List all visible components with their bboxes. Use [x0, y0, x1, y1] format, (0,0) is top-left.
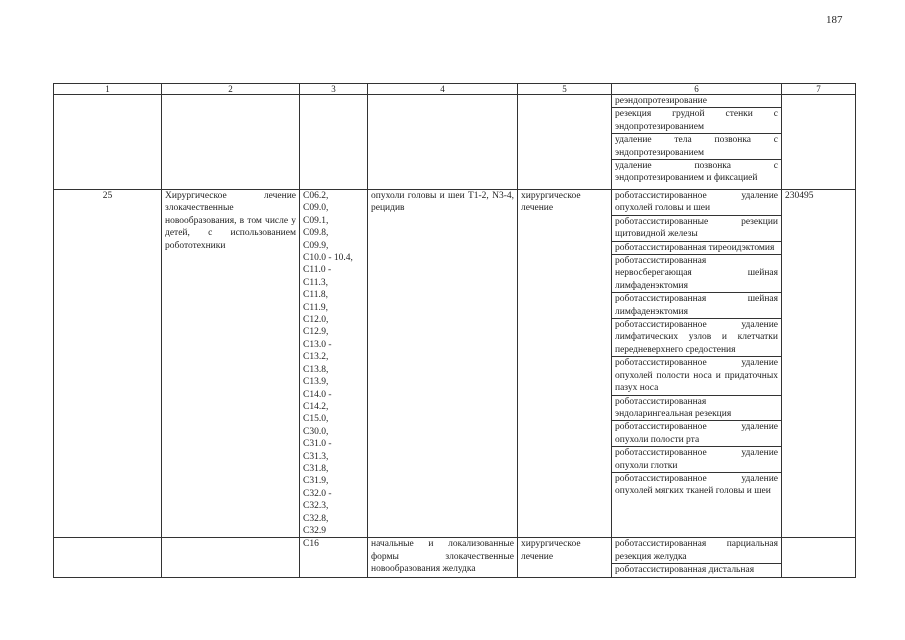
icd-codes	[300, 190, 368, 538]
icd-code: С11.9,	[303, 302, 328, 313]
icd-code: С15.0,	[303, 414, 329, 425]
icd-code: С32.8,	[303, 513, 329, 524]
method-item: роботассистированная шейная лимфаденэктомия	[612, 293, 781, 319]
method-item: роботассистированная дистальная	[615, 565, 755, 576]
icd-code: С14.2,	[303, 401, 329, 412]
icd-code: С11.0 -	[303, 265, 332, 276]
icd-code: С12.0,	[303, 315, 329, 326]
icd-code: С32.0 -	[303, 488, 332, 499]
method-item: роботассистированное удаление опухолей полости носа и придаточных пазух носа	[612, 357, 781, 395]
method-item: реэндопротезирование	[612, 95, 781, 108]
method-item: роботассистированная эндоларингеальная резекция	[612, 396, 781, 422]
icd-code: С13.0 -	[303, 339, 332, 350]
method-item: роботассистированная парциальная резекция желудка	[612, 538, 781, 564]
method-item: роботассистированное удаление лимфатических узлов и клетчатки передневерхнего средостения	[612, 319, 781, 357]
method-item: резекция грудной стенки с эндопротезированием	[612, 108, 781, 134]
column-number-header-row	[54, 84, 856, 95]
methods-cell	[612, 190, 782, 538]
column-header: 5	[518, 84, 612, 95]
column-header: 4	[368, 84, 518, 95]
profile-name: Хирургическое лечение злокачественные новообразования, в том числе у детей, с использованием робототехники	[162, 190, 300, 538]
icd-code: С13.8,	[303, 364, 329, 375]
method-item: роботассистированная тиреоидэктомия	[612, 242, 781, 255]
icd-code: С16	[300, 538, 368, 577]
icd-code: С09.8,	[303, 228, 329, 239]
methods-cell	[612, 538, 782, 577]
icd-code: С06.2,	[303, 191, 329, 201]
treatment-type: хирургическое лечение	[518, 538, 612, 577]
table-row	[54, 190, 856, 538]
method-item: роботассистированное удаление опухолей мягких тканей головы и шеи	[615, 473, 778, 497]
page-number: 187	[826, 14, 843, 26]
patient-model: опухоли головы и шеи Т1-2, N3-4, рецидив	[368, 190, 518, 538]
icd-code: С10.0 - 10.4,	[303, 253, 353, 264]
table-row	[54, 538, 856, 577]
row-number: 25	[54, 190, 162, 538]
icd-code: С13.9,	[303, 377, 329, 388]
method-item: роботассистированное удаление опухоли глотки	[612, 447, 781, 473]
icd-code: С11.3,	[303, 277, 328, 288]
icd-code: С11.8,	[303, 290, 328, 301]
methods-cell	[612, 95, 782, 190]
icd-code: С09.9,	[303, 240, 329, 251]
icd-code: С14.0 -	[303, 389, 332, 400]
method-item: удаление тела позвонка с эндопротезированием	[612, 134, 781, 160]
medical-procedures-table	[53, 83, 856, 578]
icd-code: С31.9,	[303, 476, 329, 487]
cost-value: 230495	[782, 190, 856, 538]
icd-code: С12.9,	[303, 327, 329, 338]
treatment-type: хирургическое лечение	[518, 190, 612, 538]
icd-code: С32.3,	[303, 501, 329, 512]
icd-code: С31.0 -	[303, 439, 332, 450]
icd-code: С13.2,	[303, 352, 329, 363]
icd-code: С31.8,	[303, 463, 329, 474]
method-item: роботассистированное удаление опухоли полости рта	[612, 421, 781, 447]
method-item: роботассистированные резекции щитовидной железы	[612, 216, 781, 242]
icd-code: С32.9	[303, 525, 326, 536]
column-header: 6	[612, 84, 782, 95]
column-header: 3	[300, 84, 368, 95]
column-header: 7	[782, 84, 856, 95]
method-item: удаление позвонка с эндопротезированием и фиксацией	[615, 161, 778, 184]
column-header: 2	[162, 84, 300, 95]
icd-code: С30.0,	[303, 426, 329, 437]
icd-code: С09.0,	[303, 203, 329, 214]
column-header: 1	[54, 84, 162, 95]
icd-code: С31.3,	[303, 451, 329, 462]
method-item: роботассистированное удаление опухолей головы и шеи	[612, 190, 781, 216]
table-row	[54, 95, 856, 190]
method-item: роботассистированная нервосберегающая шейная лимфаденэктомия	[612, 255, 781, 293]
patient-model: начальные и локализованные формы злокачественные новообразования желудка	[368, 538, 518, 577]
icd-code: С09.1,	[303, 215, 329, 226]
